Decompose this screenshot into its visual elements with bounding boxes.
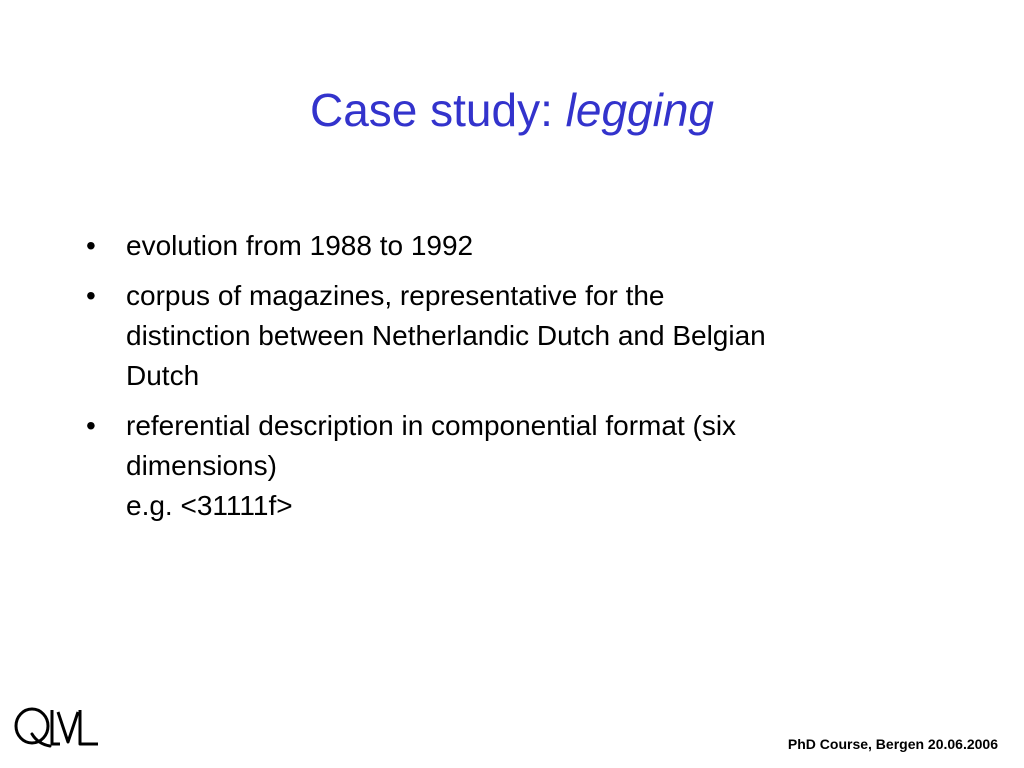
qlvl-logo: [8, 690, 108, 758]
bullet-icon: •: [86, 230, 96, 261]
bullet-item: [86, 406, 946, 526]
bullet-item: [86, 226, 946, 266]
bullet-icon: •: [86, 410, 96, 441]
bullet-text-line: corpus of magazines, representative for the: [126, 280, 665, 311]
qlvl-logo-icon: [8, 690, 108, 758]
title-emphasis: legging: [565, 84, 715, 136]
bullet-list: [86, 226, 946, 536]
footer-text: PhD Course, Bergen 20.06.2006: [787, 736, 998, 752]
bullet-text-line: Dutch: [126, 360, 200, 391]
bullet-text-line: dimensions): [126, 450, 277, 481]
title-prefix: Case study:: [309, 84, 566, 136]
bullet-text-line: e.g. <31111f>: [126, 490, 293, 521]
bullet-text-line: distinction between Netherlandic Dutch and Belgian: [126, 320, 766, 351]
bullet-text-line: referential description in componential format (six: [126, 410, 737, 441]
bullet-text-line: evolution from 1988 to 1992: [126, 230, 474, 261]
bullet-icon: •: [86, 280, 96, 311]
slide-title: [0, 80, 1024, 140]
bullet-item: [86, 276, 946, 396]
